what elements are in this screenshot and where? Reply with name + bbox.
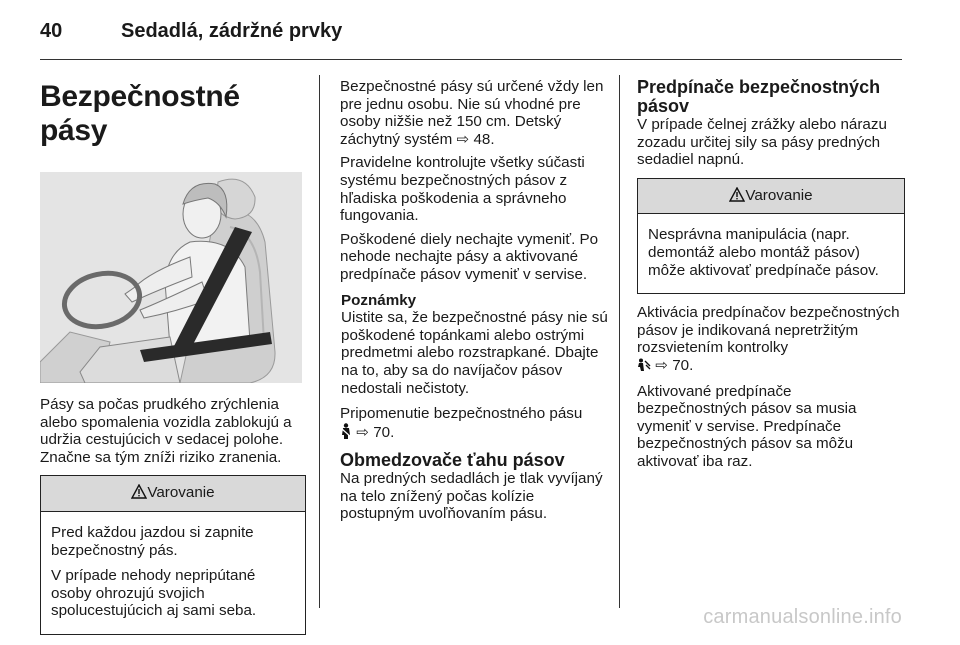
reference-arrow-icon: ⇨ [456, 130, 470, 148]
page-reference[interactable]: 70. [672, 356, 694, 374]
paragraph-inspection: Pravidelne kontrolujte všetky súčasti systému bezpečnostných pásov z hľadiska poškodenia a správneho fungovania. [340, 154, 585, 225]
seatbelt-figure-svg [40, 172, 302, 383]
paragraph-reminder-text: Pripomenutie bezpečnostného pásu [340, 405, 583, 423]
note-title: Poznámky [341, 291, 417, 309]
paragraph-pretensioners: V prípade čelnej zrážky alebo nárazu zozadu určitej sily sa pásy predných sedadiel napnú. [637, 116, 887, 169]
heading-pretensioners-line1: Predpínače bezpečnostných [637, 77, 881, 97]
column-3 [637, 78, 905, 477]
column-divider-2 [619, 75, 620, 608]
watermark: carmanualsonline.info [703, 606, 902, 628]
note-block [341, 292, 608, 398]
airbag-indicator-icon [637, 358, 651, 377]
warning-text-1: Pred každou jazdou si zapnite bezpečnostný pás. [51, 523, 254, 559]
paragraph-load-limiters: Na predných sedadlách je tlak vyvíjaný na telo znížený počas kolízie postupným uvoľňovaním pásu. [340, 470, 603, 523]
paragraph-reminder [340, 405, 608, 443]
intro-paragraph: Pásy sa počas prudkého zrýchlenia alebo spomalenia vozidla zablokujú a udržia cestujúcich v sedacej polohe. Značne sa tým zníži riziko zranenia. [40, 396, 292, 466]
paragraph-one-person-text: Bezpečnostné pásy sú určené vždy len pre jednu osobu. Nie sú vhodné pre osoby nižšie než 150 cm. Detský záchytný systém [340, 78, 604, 148]
paragraph-activation [637, 304, 905, 376]
warning-header [638, 179, 904, 215]
reference-arrow-icon: ⇨ [655, 356, 668, 374]
heading-pretensioners-line2: pásov [637, 96, 690, 116]
page-number: 40 [40, 20, 63, 42]
warning-header [41, 476, 305, 512]
paragraph-replacement: Poškodené diely nechajte vymeniť. Po nehode nechajte pásy a aktivované predpínače pásov vymeniť v servise. [340, 230, 599, 283]
seatbelt-illustration [40, 172, 302, 383]
heading-pretensioners [637, 78, 905, 116]
paragraph-one-person [340, 78, 608, 148]
page-reference[interactable]: 70. [373, 423, 395, 441]
warning-box-2 [637, 178, 905, 294]
heading-load-limiters: Obmedzovače ťahu pásov [340, 450, 565, 471]
seatbelt-reminder-icon [340, 423, 352, 444]
warning-body [41, 512, 305, 634]
page-title: Bezpečnostné pásy [40, 80, 240, 147]
page-reference[interactable]: 48. [473, 130, 495, 148]
column-divider-1 [319, 75, 320, 608]
warning-label: Varovanie [147, 484, 215, 502]
paragraph-activation-text: Aktivácia predpínačov bezpečnostných pásov je indikovaná nepretržitým rozsvietením kontrolky [637, 304, 900, 357]
column-1 [40, 70, 306, 645]
section-title: Sedadlá, zádržné prvky [121, 20, 343, 42]
warning-text: Nesprávna manipulácia (napr. demontáž alebo montáž pásov) môže aktivovať predpínače pásov. [648, 226, 879, 279]
warning-box-1 [40, 475, 306, 635]
warning-triangle-icon [729, 187, 745, 207]
warning-body [638, 214, 904, 293]
paragraph-replace-pretensioners: Aktivované predpínače bezpečnostných pásov sa musia vymeniť v servise. Predpínače bezpečnostných pásov sa môžu aktivovať iba raz. [637, 382, 857, 470]
reference-arrow-icon: ⇨ [356, 423, 369, 441]
header-rule [40, 59, 902, 60]
note-text: Uistite sa, že bezpečnostné pásy nie sú poškodené topánkami alebo ostrými predmetmi alebo rozstrapkané. Dbajte na to, aby sa do navíjačov pásov nedostali nečistoty. [341, 309, 608, 397]
warning-text-2: V prípade nehody nepripútané osoby ohrozujú svojich spolucestujúcich aj sami seba. [51, 567, 257, 620]
column-2 [340, 78, 608, 529]
warning-label: Varovanie [745, 186, 813, 204]
warning-triangle-icon [131, 484, 147, 504]
